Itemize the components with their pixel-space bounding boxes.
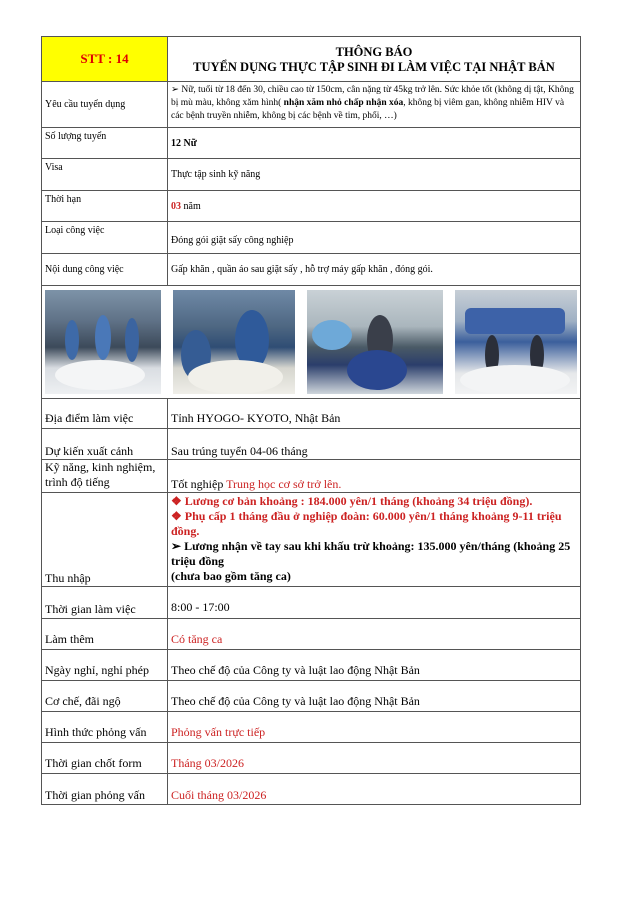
quantity-label: Số lượng tuyển	[42, 128, 168, 159]
skills-text-red: Trung học cơ sở trở lên.	[226, 477, 342, 491]
skills-value	[168, 460, 581, 493]
job-notice-document	[41, 36, 578, 805]
overtime-row	[42, 619, 581, 650]
photos-row	[42, 286, 581, 399]
interview-form-value: Phỏng vấn trực tiếp	[168, 712, 581, 743]
overtime-value: Có tăng ca	[168, 619, 581, 650]
deadline-value: Tháng 03/2026	[168, 743, 581, 774]
visa-label: Visa	[42, 159, 168, 191]
departure-label: Dự kiến xuất cảnh	[42, 429, 168, 460]
income-line-1	[171, 494, 577, 509]
location-row	[42, 399, 581, 429]
working-time-label: Thời gian làm việc	[42, 587, 168, 619]
diamond-bullet-icon: ❖	[171, 494, 182, 508]
income-line-4: (chưa bao gồm tăng ca)	[171, 569, 291, 583]
income-label: Thu nhập	[42, 493, 168, 587]
income-line-1-text: Lương cơ bản khoảng : 184.000 yên/1 tháng (khoảng 34 triệu đồng).	[181, 494, 533, 508]
departure-value: Sau trúng tuyển 04-06 tháng	[168, 429, 581, 460]
duration-number: 03	[171, 200, 181, 212]
visa-row	[42, 159, 581, 191]
duration-label: Thời hạn	[42, 191, 168, 222]
interview-form-row	[42, 712, 581, 743]
quantity-value: 12 Nữ	[168, 128, 581, 159]
income-line-2-text: Phụ cấp 1 tháng đầu ở nghiệp đoàn: 60.000 yên/1 tháng khoảng 9-11 triệu đồng.	[171, 509, 562, 538]
income-line-3-text: Lương nhận về tay sau khi khấu trừ khoảng: 135.000 yên/tháng (khoảng 25 triệu đồng	[171, 539, 571, 568]
skills-text: Tốt nghiệp	[171, 477, 227, 491]
arrow-bullet-icon: ➢	[171, 539, 182, 553]
duration-unit: năm	[181, 200, 201, 212]
working-time-row	[42, 587, 581, 619]
location-label: Địa điểm làm việc	[42, 399, 168, 429]
job-content-value: Gấp khăn , quần áo sau giặt sấy , hỗ trợ máy gấp khăn , đóng gói.	[168, 254, 581, 286]
job-type-value: Đóng gói giặt sấy công nghiệp	[168, 222, 581, 254]
deadline-row	[42, 743, 581, 774]
job-type-row	[42, 222, 581, 254]
visa-value: Thực tập sinh kỹ năng	[168, 159, 581, 191]
diamond-bullet-icon: ❖	[171, 509, 182, 523]
income-value	[168, 493, 581, 587]
job-notice-table	[41, 36, 581, 805]
requirements-label: Yêu cầu tuyển dụng	[42, 82, 168, 128]
requirements-value	[168, 82, 581, 128]
requirements-text-bold: nhận xăm nhỏ chấp nhận xóa	[283, 98, 404, 108]
title-line-2: TUYỂN DỤNG THỰC TẬP SINH ĐI LÀM VIỆC TẠI NHẬT BẢN	[193, 60, 555, 74]
deadline-label: Thời gian chốt form	[42, 743, 168, 774]
leave-value: Theo chế độ của Công ty và luật lao động Nhật Bản	[168, 650, 581, 681]
photo-strip	[42, 286, 580, 398]
title-line-1: THÔNG BÁO	[335, 45, 413, 59]
overtime-label: Làm thêm	[42, 619, 168, 650]
duration-value	[168, 191, 581, 222]
interview-time-label: Thời gian phỏng vấn	[42, 774, 168, 805]
skills-label: Kỹ năng, kinh nghiệm, trình độ tiếng	[42, 460, 168, 493]
income-row	[42, 493, 581, 587]
factory-photo-4	[455, 290, 577, 394]
notice-title	[168, 37, 581, 82]
leave-label: Ngày nghỉ, nghỉ phép	[42, 650, 168, 681]
requirements-text-a: Nữ, tuổi từ 18 đến 30, chiều cao từ 150cm, cân nặng từ 45kg trở lên. Sức khỏe tốt (không dị tật, Không bị mù màu, không xăm hình(	[171, 85, 574, 108]
interview-time-value: Cuối tháng 03/2026	[168, 774, 581, 805]
factory-photo-3	[307, 290, 443, 394]
stt-cell: STT : 14	[42, 37, 168, 82]
income-line-3	[171, 539, 577, 569]
factory-photo-2	[173, 290, 295, 394]
arrow-bullet-icon: ➢	[171, 85, 179, 95]
requirements-text-b: , không bị viêm gan, không nhiễm HIV và các bệnh truyền nhiễm, không bị các bệnh về tim, phổi, …)	[171, 98, 565, 121]
income-line-2	[171, 509, 577, 539]
photos-cell	[42, 286, 581, 399]
factory-photo-1	[45, 290, 161, 394]
skills-row	[42, 460, 581, 493]
quantity-row	[42, 128, 581, 159]
requirements-row	[42, 82, 581, 128]
job-content-row	[42, 254, 581, 286]
job-type-label: Loại công việc	[42, 222, 168, 254]
benefits-value: Theo chế độ của Công ty và luật lao động Nhật Bản	[168, 681, 581, 712]
header-row	[42, 37, 581, 82]
interview-form-label: Hình thức phỏng vấn	[42, 712, 168, 743]
working-time-value: 8:00 - 17:00	[168, 587, 581, 619]
location-value: Tỉnh HYOGO- KYOTO, Nhật Bản	[168, 399, 581, 429]
interview-time-row	[42, 774, 581, 805]
leave-row	[42, 650, 581, 681]
benefits-label: Cơ chế, đãi ngộ	[42, 681, 168, 712]
departure-row	[42, 429, 581, 460]
duration-row	[42, 191, 581, 222]
job-content-label: Nội dung công việc	[42, 254, 168, 286]
benefits-row	[42, 681, 581, 712]
